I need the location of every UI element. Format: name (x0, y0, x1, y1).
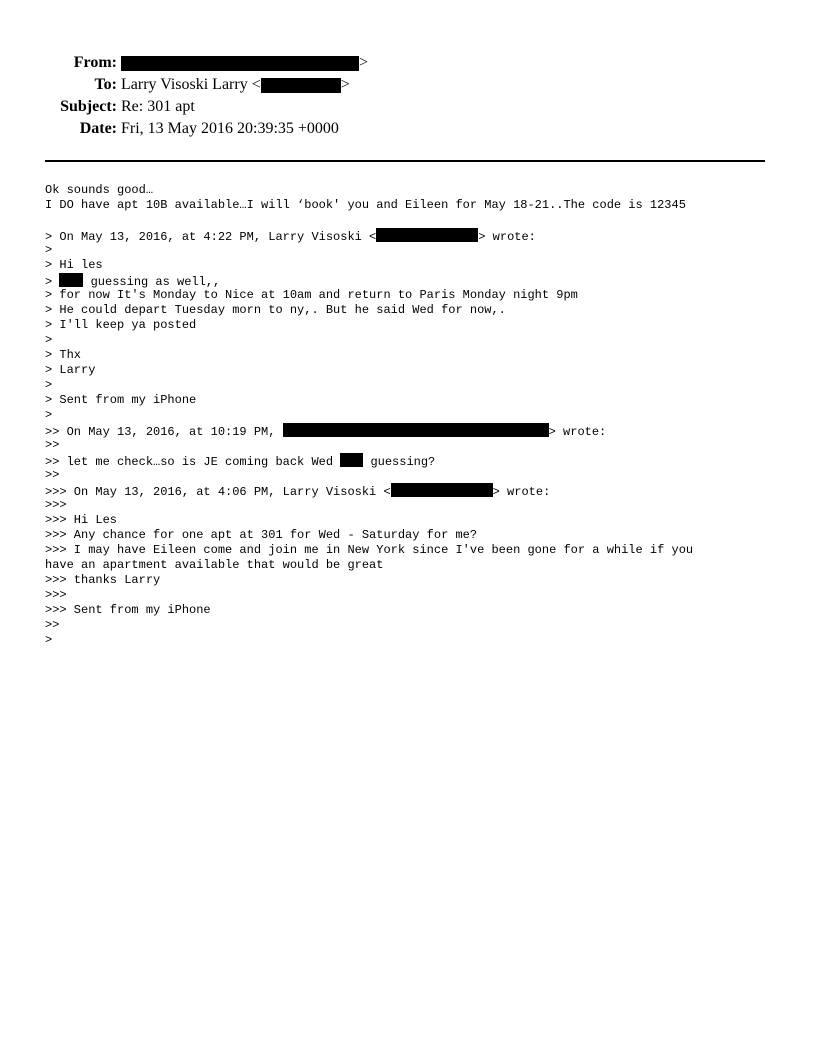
body-text: >> let me check…so is JE coming back Wed (45, 455, 341, 469)
from-row (0, 52, 816, 74)
body-line: >>> Any chance for one apt at 301 for Wed - Saturday for me? (45, 528, 478, 542)
body-line: > He could depart Tuesday morn to ny,. But he said Wed for now,. (45, 303, 506, 317)
subject-row (0, 96, 816, 118)
body-line: > for now It's Monday to Nice at 10am and return to Paris Monday night 9pm (45, 288, 578, 302)
quote-header-text: >> On May 13, 2016, at 10:19 PM, (45, 425, 283, 439)
from-label: From: (73, 54, 117, 71)
redaction-block (261, 78, 341, 93)
to-value (121, 74, 350, 96)
body-line (45, 423, 785, 438)
body-line: > Hi les (45, 258, 103, 272)
email-body (45, 183, 785, 648)
body-line (45, 483, 785, 498)
body-line: > Thx (45, 348, 82, 362)
body-line: >>> I may have Eileen come and join me in New York since I've been gone for a while if you (45, 543, 694, 557)
from-value (121, 52, 368, 74)
from-suffix: > (359, 54, 369, 71)
subject-label: Subject: (60, 98, 117, 115)
quote-header-suffix: > wrote: (548, 425, 607, 439)
body-text: guessing? (363, 455, 436, 469)
body-line (45, 213, 785, 228)
body-line (45, 453, 785, 468)
body-line: > (45, 408, 53, 422)
body-line: >>> Sent from my iPhone (45, 603, 211, 617)
body-line: > (45, 378, 53, 392)
quote-header-suffix: > wrote: (478, 230, 536, 244)
quote-header-text: >>> On May 13, 2016, at 4:06 PM, Larry Visoski < (45, 485, 391, 499)
body-line: >>> (45, 588, 67, 602)
body-text: guessing as well,, (83, 275, 221, 289)
body-line: > (45, 243, 53, 257)
body-line: > Sent from my iPhone (45, 393, 197, 407)
to-suffix: > (340, 76, 350, 93)
header-divider (45, 160, 765, 162)
body-line: >> (45, 468, 60, 482)
body-line: I DO have apt 10B available…I will ‘book' you and Eileen for May 18-21..The code is 12345 (45, 198, 686, 212)
to-name: Larry Visoski Larry < (121, 76, 261, 93)
body-line: > Larry (45, 363, 96, 377)
body-line (45, 228, 785, 243)
body-line: > (45, 333, 53, 347)
body-line: >> (45, 438, 60, 452)
redaction-block (59, 273, 83, 287)
body-line: >>> Hi Les (45, 513, 118, 527)
body-line: have an apartment available that would be great (45, 558, 384, 572)
body-line (45, 273, 785, 288)
quote-header-text: > On May 13, 2016, at 4:22 PM, Larry Visoski < (45, 230, 377, 244)
redaction-block (340, 453, 363, 467)
email-header (0, 52, 816, 140)
redaction-block (283, 423, 549, 437)
to-label: To: (94, 76, 117, 93)
subject-value: Re: 301 apt (121, 98, 195, 115)
date-row (0, 118, 816, 140)
body-line: >>> thanks Larry (45, 573, 161, 587)
quote-header-suffix: > wrote: (492, 485, 551, 499)
body-line: > (45, 633, 53, 647)
body-line: >> (45, 618, 60, 632)
redaction-block (121, 56, 359, 71)
to-row (0, 74, 816, 96)
body-text: > (45, 275, 60, 289)
body-line: > I'll keep ya posted (45, 318, 197, 332)
body-line: >>> (45, 498, 67, 512)
date-value: Fri, 13 May 2016 20:39:35 +0000 (121, 120, 339, 137)
date-label: Date: (79, 120, 117, 137)
redaction-block (391, 483, 493, 497)
body-line: Ok sounds good… (45, 183, 154, 197)
redaction-block (376, 228, 478, 242)
